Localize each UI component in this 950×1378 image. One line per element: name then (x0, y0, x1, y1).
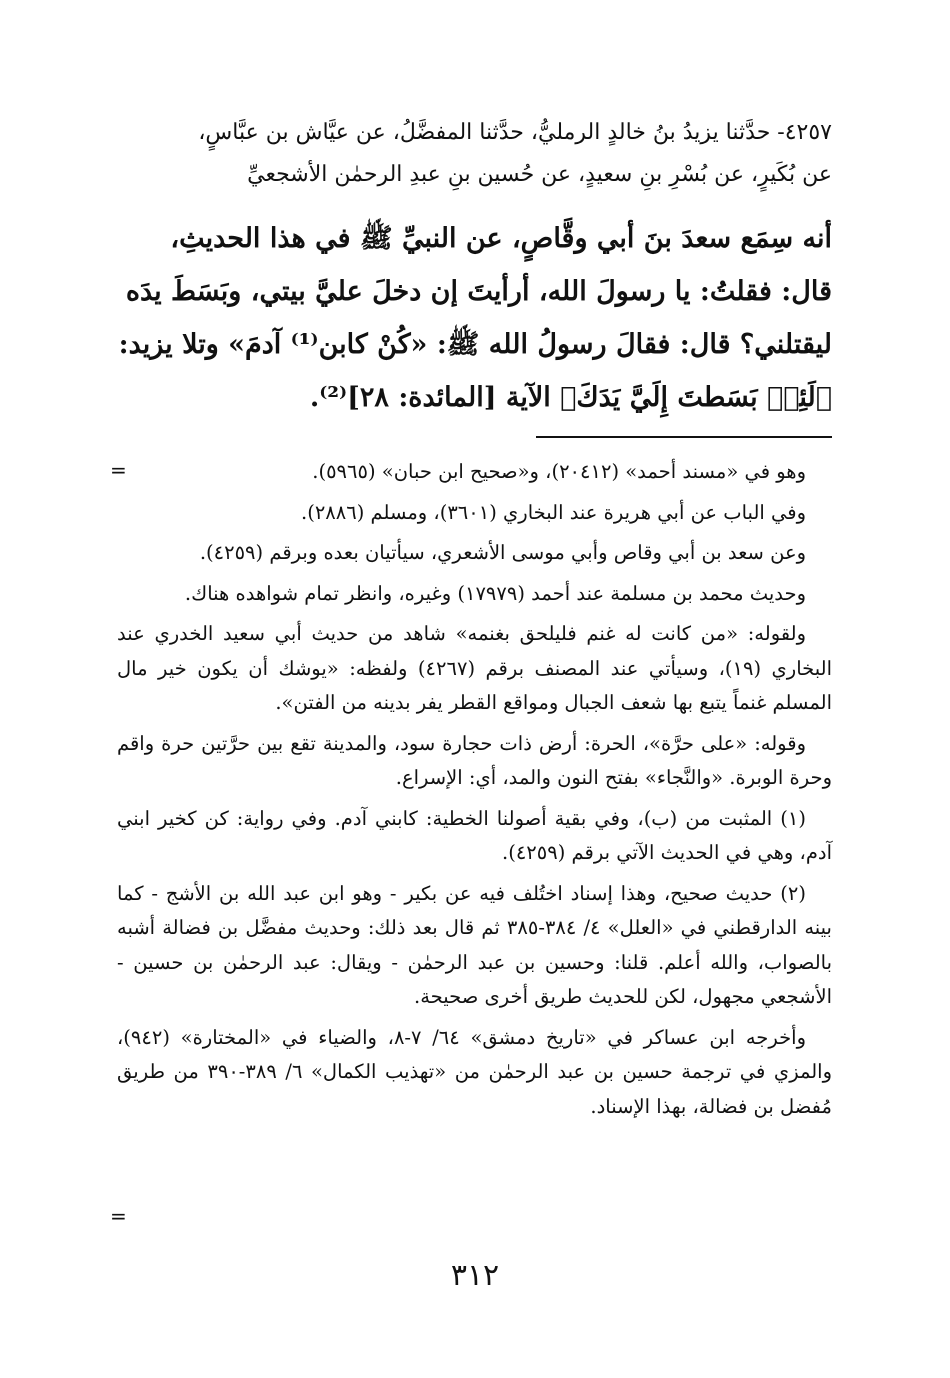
footnote-paragraph: ولقوله: «من كانت له غنم فليلحق بغنمه» شاهد من حديث أبي سعيد الخدري عند البخاري (١٩)، وسيأتي عند المصنف برقم (٤٢٦٧) ولفظه: «يوشك أن يكون خير مال المسلم غنماً يتبع بها شعف الجبال ومواقع القطر يفر بدينه من الفتن». (117, 622, 832, 714)
matn-line: ﴿لَئِنۢ بَسَطتَ إِلَيَّ يَدَكَ﴾ الآية [المائدة: ٢٨]⁽²⁾. (309, 382, 832, 413)
footnote-paragraph: وعن سعد بن أبي وقاص وأبي موسى الأشعري، سيأتيان بعده وبرقم (٤٢٥٩). (199, 541, 806, 564)
isnad-line: عن بُكَيرٍ، عن بُسْرِ بنِ سعيدٍ، عن حُسين بنِ عبدِ الرحمٰن الأشجعيِّ (247, 162, 832, 187)
footnotes (117, 455, 832, 1130)
matn-line: ليقتلني؟ قال: فقالَ رسولُ الله ﷺ: «كُنْ كابن⁽¹⁾ آدمَ» وتلا يزيد: (118, 329, 832, 360)
hadith-isnad (117, 112, 832, 196)
footnote-paragraph: وأخرجه ابن عساكر في «تاريخ دمشق» ٦٤/ ٧-٨، والضياء في «المختارة» (٩٤٢)، والمزي في ترجمة حسين بن عبد الرحمٰن من «تهذيب الكمال» ٦/ ٣٨٩-٣٩٠ من طريق مُفضل بن فضالة، بهذا الإسناد. (117, 1025, 833, 1118)
isnad-line: ٤٢٥٧- حدَّثنا يزيدُ بنُ خالدٍ الرمليُّ، حدَّثنا المفضَّلُ، عن عيَّاش بن عبَّاسٍ، (198, 120, 832, 145)
footnote-paragraph: وهو في «مسند أحمد» (٢٠٤١٢)، و«صحيح ابن حبان» (٥٩٦٥). (312, 460, 806, 483)
footnote-paragraph: وقوله: «على حرَّة»، الحرة: أرض ذات حجارة سود، والمدينة تقع بين حرَّتين حرة واقم وحرة الوبرة. «والنَّجاء» بفتح النون والمد، أي: الإسراع. (117, 731, 832, 789)
matn-line: قال: فقلتُ: يا رسولَ الله، أرأيتَ إن دخلَ عليَّ بيتي، وبَسَطَ يدَه (125, 276, 832, 307)
hadith-matn (117, 212, 832, 424)
matn-line: أنه سِمَع سعدَ بنَ أبي وقَّاصٍ، عن النبيِّ ﷺ في هذا الحديثِ، (170, 223, 832, 254)
page-number: ٣١٢ (450, 1258, 500, 1293)
footnote-separator (536, 436, 832, 438)
footnote-paragraph: وفي الباب عن أبي هريرة عند البخاري (٣٦٠١)، ومسلم (٢٨٨٦). (301, 500, 806, 524)
footnote-continuation-mark-bottom: = (110, 1204, 127, 1228)
footnote-1: (١) المثبت من (ب)، وفي بقية أصولنا الخطية: كابني آدم. وفي رواية: كن كخير ابني آدم، وهي في الحديث الآتي برقم (٤٢٥٩). (117, 806, 832, 864)
footnote-2: (٢) حديث صحيح، وهذا إسناد اختُلف فيه عن بكير - وهو ابن عبد الله بن الأشج - كما بينه الدارقطني في «العلل» ٤/ ٣٨٤-٣٨٥ ثم قال بعد ذلك: وحديث مفضَّل بن فضالة أشبه بالصواب، والله أعلم. قلنا: وحسين بن عبد الرحمٰن - ويقال: عبد الرحمٰن بن حسين - الأشجعي مجهول، لكن للحديث طريق أخرى صحيحة. (117, 881, 832, 1008)
footnote-paragraph: وحديث محمد بن مسلمة عند أحمد (١٧٩٧٩) وغيره، وانظر تمام شواهده هناك. (184, 581, 806, 605)
footnote-continuation-mark-top: = (110, 458, 127, 482)
